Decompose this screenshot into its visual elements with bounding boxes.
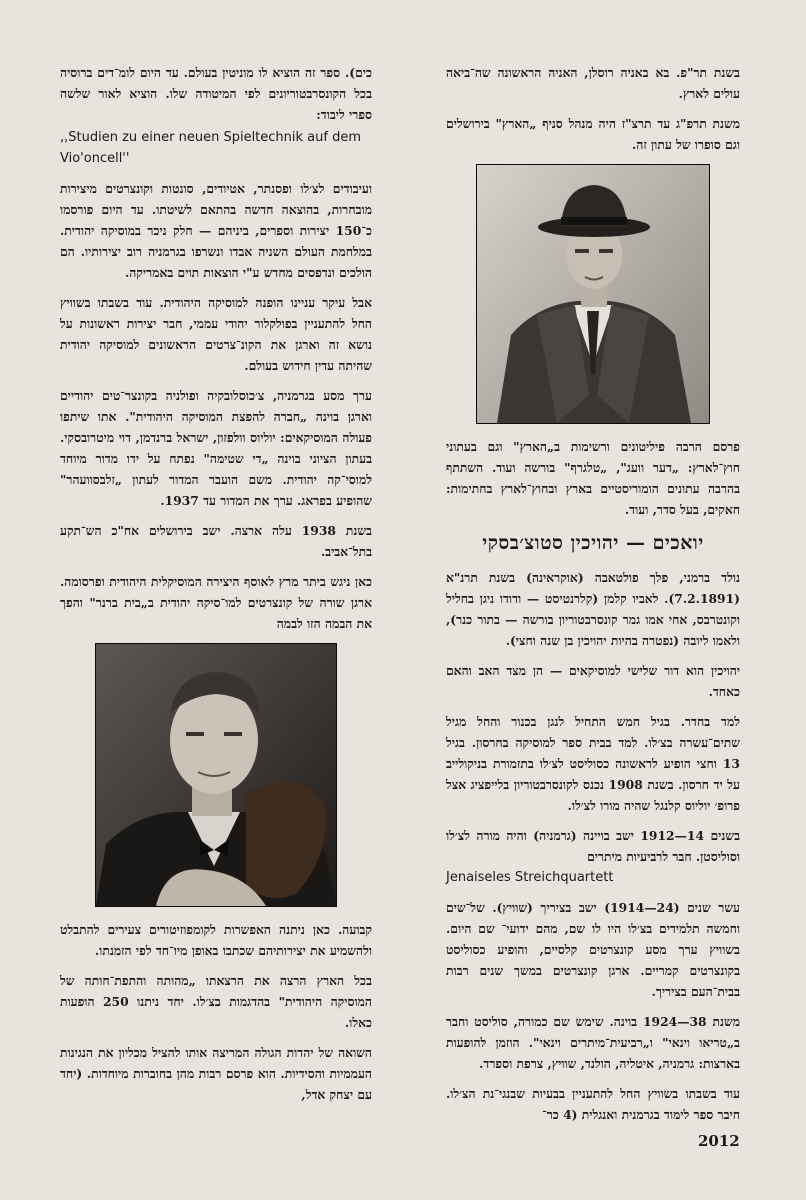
paragraph: כאן ניגש ביתר מרץ לאוסף היצירה המוסיקלית היהודית ופרסומה. ארגן שורה של קונצרטים למו־סיקה יהודית ב„בית ברנר" והפך את הבמה הזו לבמה [60, 574, 372, 631]
paragraph: השואה של יהדות הגולה המריצה אותו להציל מכליון את הנגינות העממיות והסידיות. הוא פרסם רבות מהן בחוברות מיוחדות. (יחד עם יצחק אדל, [60, 1045, 372, 1102]
paragraph: עשר שנים (24—1914) ישב בציריך (שוויץ). של־שים וחמשה תלמידים בצ׳לו היו לו שם, מהם ידועי־ שם היום. בשוויץ ערך מסע קונצרטים קלסיים, והופיע כסוליסט בקונצרטים קמריים. ארגן קונצרטים במשך שנים רבות בבית־העם בציריך. [446, 900, 740, 999]
paragraph: בשנת 1938 עלה ארצה. ישב בירושלים אח"כ הש־תקע בתל־אביב. [60, 523, 372, 559]
left-column [60, 62, 372, 1114]
paragraph: משנת 38—1924 בוינה. שימש שם כמורה, סוליסט וחבר ב„טריאו וינאי" ו„רביעית־מיתרים וינאי". הוזמן להופעות בארצות: גרמניה, איטליה, הולנד, שוויץ, צרפת וספרד. [446, 1014, 740, 1071]
right-column [446, 62, 740, 1134]
paragraph: כים). ספר זה הוציא לו מוניטין בעולם. עד היום לומ־דים ברוסיה בכל הקונסרבטוריונים לפי המיטודה שלו. הוציא לאור שלשה ספרי ליבוד: [60, 65, 372, 122]
paragraph: למד בחדר. בגיל חמש התחיל לנגן בכנור והחל מגיל שתים־עשרה בצ׳לו. למד בבית ספר למוסיקה בחרסון. בגיל 13 וחצי הופיע לראשונה כסוליסט לצ׳לו בתזמורת בניקולייב על יד חרסון. בשנת 1908 נכנס לקונסרבטוריון בלייפציג אצל פרופ׳ יוליוס קלנגל שהיה מורו לצ׳לו. [446, 714, 740, 813]
page-number: 2012 [698, 1132, 740, 1150]
portrait-photo-cellist [95, 643, 337, 907]
paragraph: אבל עיקר עניינו הופנה למוסיקה היהודית. עוד בשבתו בשוויץ החל להתעניין בפולקלור יהודי עממי, חבר יצירות ראשונות על נושא זה וארגן את הקונ־צרטים הראשונים למוסיקה יהודית שהיתה עדין חידוש בעולם. [60, 295, 372, 373]
paragraph: עוד בשבתו בשוויץ החל להתעניין בבעיות שבנגי־נת הצ׳לו. חיבר ספר לימוד בגרמנית ואנגלית (4 כר־ [446, 1086, 740, 1122]
paragraph: בכל הארץ הרצה את הרצאתו „מהותה והתפת־חותה של המוסיקה היהודית" בהדגמות בצ׳לו. יחד ניתנו 250 הופעות כאלו. [60, 973, 372, 1030]
paragraph: ועיבודים לצ׳לו ופסנתר, אטיודים, סונטות וקונצרטים מיצירות מובחרות, בהוצאה חדשה בהתאם לשיטתו. עד היום פורסמו כ־150 יצירות וספרים, ביניהם — חלק ניכר במוסיקה יהודית. במלחמת העולם השניה אבדו ונשרפו בגרמניה רוב יצירותיו. הם הולכים ונדפסים מחדש ע"י הוצאות תוים באמריקה. [60, 181, 372, 280]
paragraph: קבועה. כאן ניתנה האפשרות לקומפוזיטורים צעירים להתבלט ולהשמיע את יצירותיהם שכתבו באופן מיו־חד לפי הזמנתו. [60, 922, 372, 958]
paragraph: ערך מסע בגרמניה, צ׳כוסלובקיה ופולניה בקונצר־טים יהודיים וארגן בוינה „חברה להפצת המוסיקה היהודית". אתו שיתפו פעולה המוסיקאים: יוליוס וולפזון, ישראל ברנדמן, דוי מיטרובסקי. בעתון הציוני בוינה „די שטימה" נפתח על ידו מדור מיוחד למוסי־קה יהודית. משם הועבר המדור לעתון „זלבסוועהר" שהופיע בפראג. ערך את המדור עד 1937. [60, 388, 372, 508]
paragraph: משנת תרפ"ג עד תרצ"ז היה מנהל סניף „הארץ" בירושלים וגם סופרו של עתון זה. [446, 116, 740, 152]
paragraph: נולד ברמני, פלך פולטאבה (אוקראינה) בשנת תרנ"א (7.2.1891). לאביו קלמן (קלרנטיסט — ודודו ניגן בחליל וקונטרבס, אחי אמו גמר קונסרבטוריון בורשה — בתור כנר), ולאמו ליובה (נפטרה בהיות יהויכין בן שנה וחצי). [446, 570, 740, 648]
paragraph: בשנת תר"פ. בא באניה רוסלן, האניה הראשונה שה־ביאה עולים לארץ. [446, 65, 740, 101]
paragraph: בשנים 14—1912 ישב בויינה (גרמניה) והיה מורה לצ׳לו וסוליסטן. חבר לרביעיות מיתרים [446, 828, 740, 864]
portrait-photo-man-in-hat [476, 164, 710, 424]
paragraph: פרסם הרבה פיליטונים ורשימות ב„הארץ" וגם בעתוני חוץ־לארץ: „דער וועג", „טלגרף" בורשה ועוד. השתתף בהרבה עתונים הומוריסטיים בארץ ובחוץ־לארץ בחתימות: חאקים, בעל סדר, ועוד. [446, 439, 740, 517]
quartet-name: Jenaiseles Streichquartett [446, 870, 614, 885]
book-title: ,,Studien zu einer neuen Spieltechnik auf dem Vio'oncell'' [60, 130, 361, 166]
section-heading: יואכים — יהויכין סטוצ׳בסקי [482, 532, 704, 554]
paragraph: יהויכין הוא דור שלישי למוסיקאים — הן מצד האב והאם כאחד. [446, 663, 740, 699]
